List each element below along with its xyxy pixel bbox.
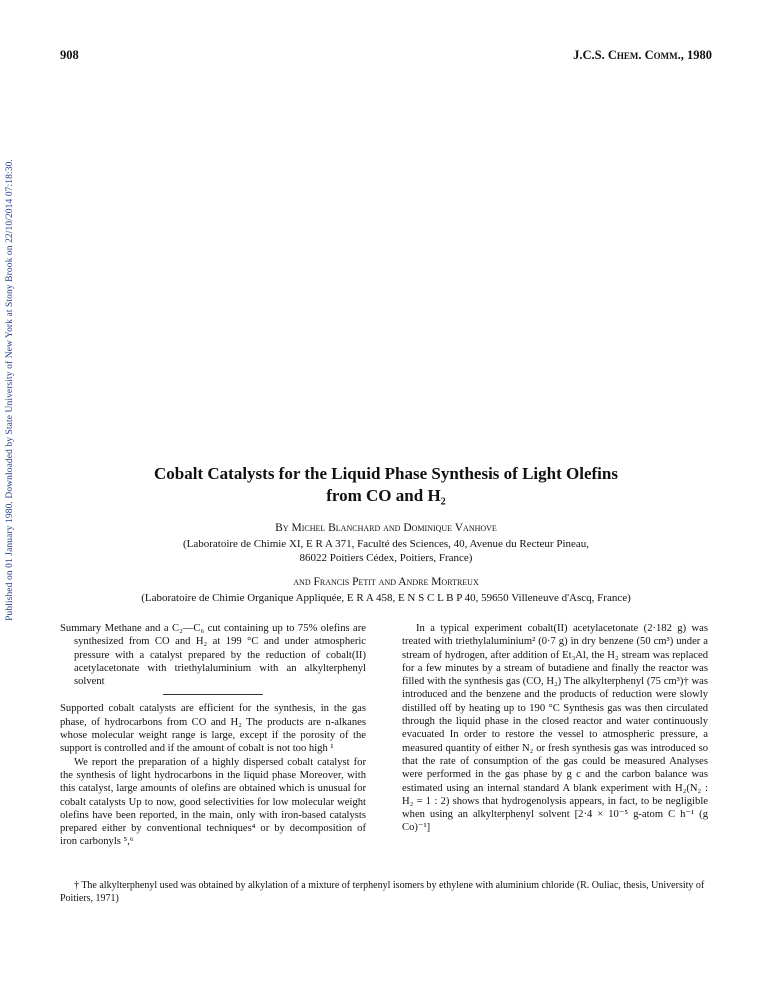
footnote <box>60 880 712 905</box>
title-line-1: Cobalt Catalysts for the Liquid Phase Synthesis of Light Olefins <box>154 464 618 483</box>
download-watermark <box>2 80 18 700</box>
footnote-text: † The alkylterphenyl used was obtained by alkylation of a mixture of terphenyl isomers by ethylene with aluminium chloride (R. Ouliac, thesis, University of Poitiers, 1971) <box>60 880 705 904</box>
download-note-text: Published on 01 January 1980. Downloaded by State University of New York at Stony Brook on 22/10/2014 07:18:30. <box>5 159 15 621</box>
author-group-1: By Michel Blanchard and Dominique Vanhove <box>275 522 497 534</box>
affiliation-1 <box>60 537 712 565</box>
experiment-paragraph: In a typical experiment cobalt(II) acetylacetonate (2·182 g) was treated with triethylaluminium² (0·7 g) in dry benzene (50 cm³) under a stream of hydrogen, after addition of Et₃Al, the H₂ stream was replaced for a few minutes by a stream of butadiene and finally the reactor was filled with the synthesis gas (CO, H₂) The alkylterphenyl (75 cm³)† was introduced and the benzene and the products of reduction were slowly distilled off by heating up to 190 °C Synthesis gas was then circulated through the liquid phase in the closed reactor and water continuously evacuated In order to restore the vessel to atmospheric pressure, a measured quantity of either N₂ or fresh synthesis gas was introduced so that the rate of consumption of the gas could be measured Analyses were performed in the gas phase by g c and the carbon balance was estimated using an internal standard A blank experiment with H₂(N₂ : H₂ = 1 : 2) shows that hydrogenolysis appears, in fact, to be negligible when using an alkylterphenyl solvent [2·4 × 10⁻⁵ g-atom C h⁻¹ (g Co)⁻¹] <box>402 623 708 834</box>
summary-divider <box>163 694 263 695</box>
journal-citation: J.C.S. Chem. Comm., 1980 <box>573 48 712 62</box>
affiliation-1-line-1: (Laboratoire de Chimie XI, E R A 371, Faculté des Sciences, 40, Avenue du Recteur Pineau, <box>182 538 590 550</box>
page-header <box>60 48 712 63</box>
title-line-2: from CO and H₂ <box>326 486 446 505</box>
right-column <box>402 622 708 835</box>
affiliation-2: (Laboratoire de Chimie Organique Appliquée, E R A 458, E N S C L B P 40, 59650 Villeneuve d'Ascq, France) <box>141 592 631 604</box>
article-title <box>60 463 712 507</box>
author-group-2: and Francis Petit and Andre Mortreux <box>293 576 479 588</box>
summary-paragraph: Summary Methane and a C₂—C₆ cut containing up to 75% olefins are synthesized from CO and H₂ at 199 °C and under atmospheric pressure with a catalyst prepared by the reduction of cobalt(II) acetylacetonate with triethylaluminium with an alkylterphenyl solvent <box>60 623 366 688</box>
report-paragraph: We report the preparation of a highly dispersed cobalt catalyst for the synthesis of light hydrocarbons in the liquid phase Moreover, with this catalyst, large amounts of olefins are obtained which is unusual for cobalt catalysts Up to now, good selectivities for low molecular weight olefins have been reported, in the main, only with iron-based catalysts prepared either by conventional techniques⁴ or by decomposition of iron carbonyls ⁵,⁶ <box>60 756 366 848</box>
affiliation-1-line-2: 86022 Poitiers Cédex, Poitiers, France) <box>299 552 473 564</box>
left-column <box>60 622 366 849</box>
page-number: 908 <box>60 48 79 62</box>
intro-paragraph: Supported cobalt catalysts are efficient for the synthesis, in the gas phase, of hydrocarbons from CO and H₂ The products are n-alkanes whose molecular weight range is large, except if the porosity of the support is controlled and if the amount of cobalt is not too high ¹ <box>60 703 366 755</box>
